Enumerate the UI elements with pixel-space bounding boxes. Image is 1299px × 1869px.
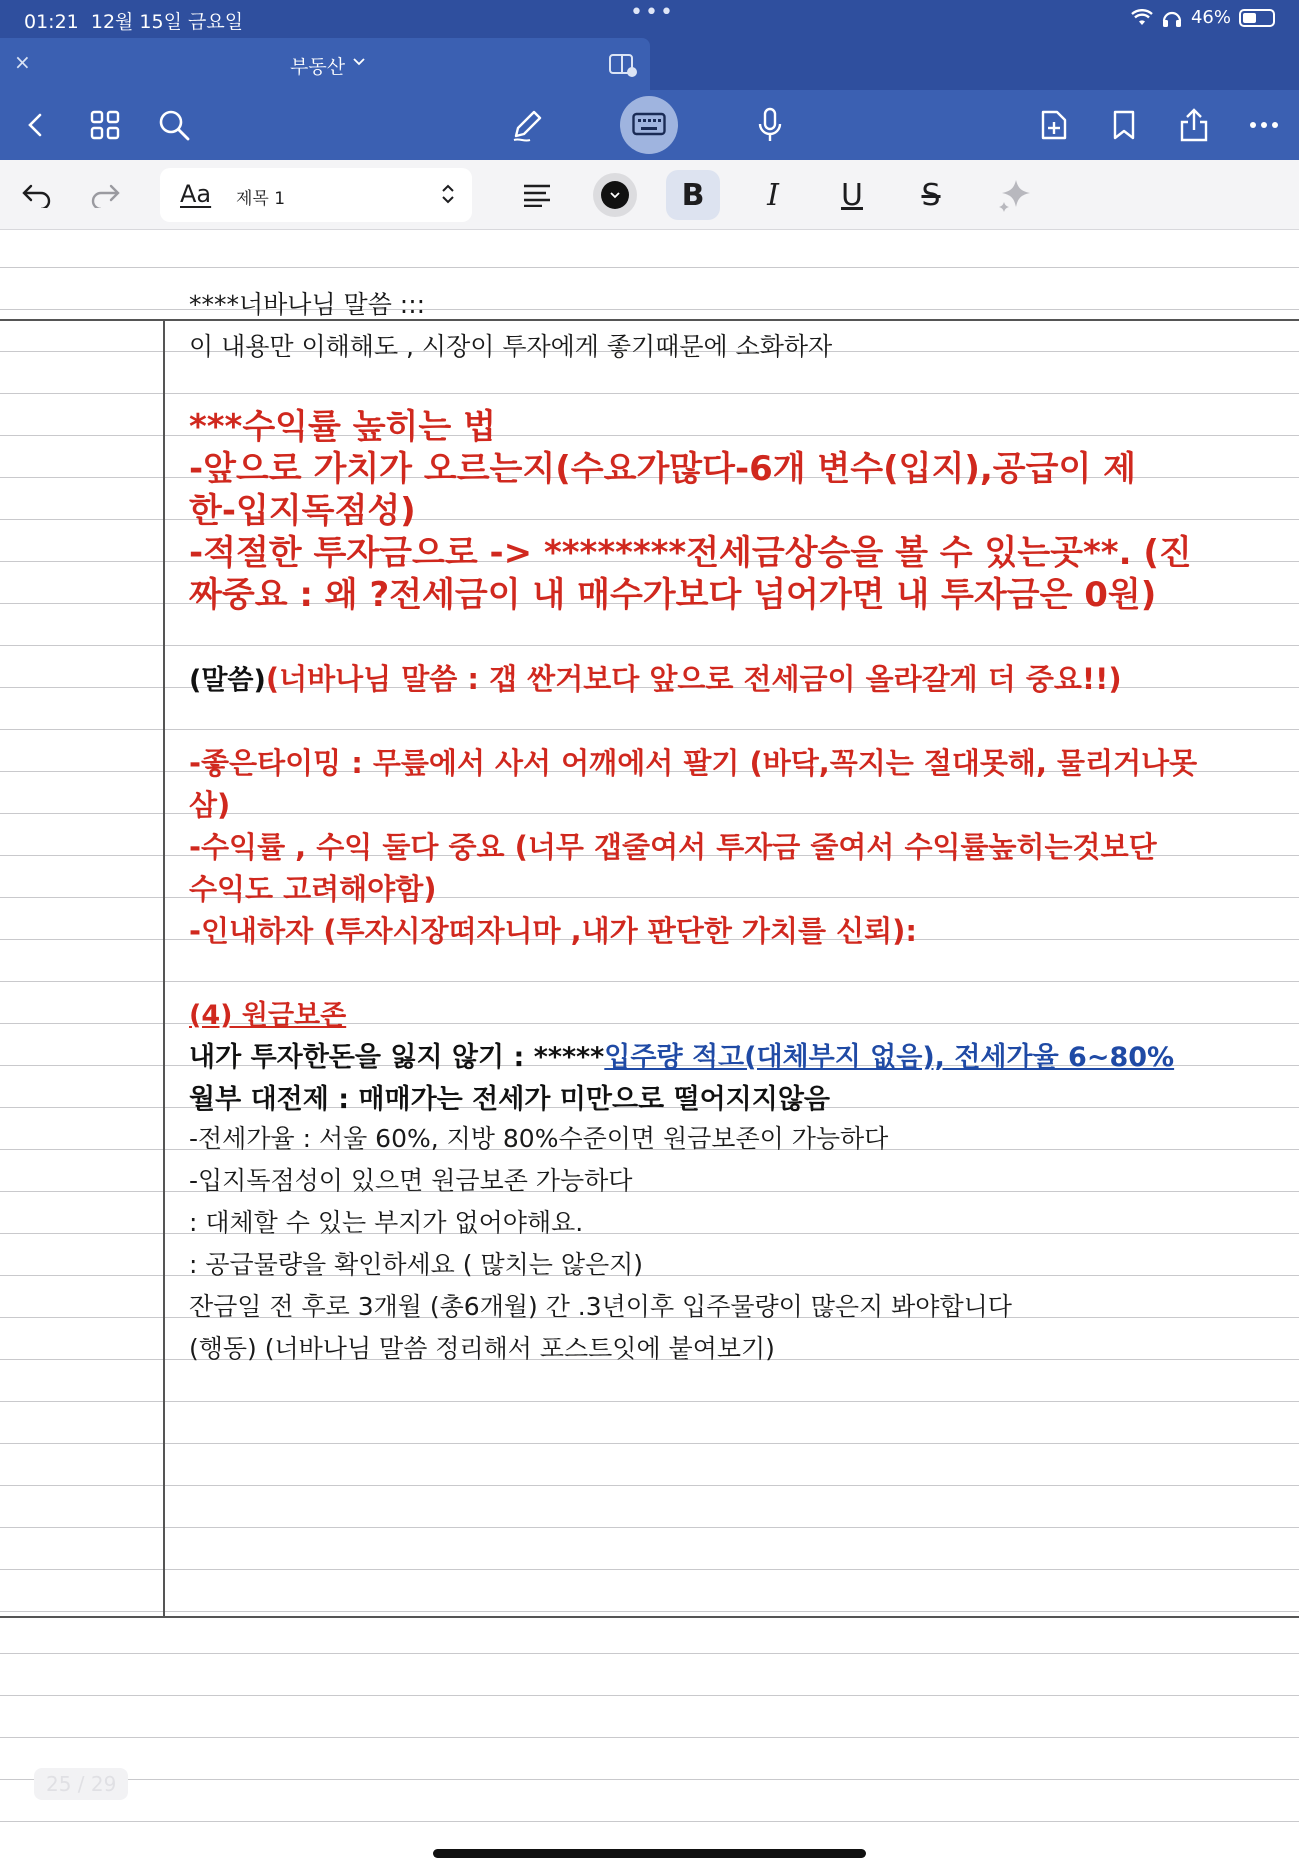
color-swatch [601,181,629,209]
ruled-line [0,393,1299,394]
doc-line-10[interactable]: -수익률 , 수익 둘다 중요 (너무 갭줄여서 투자금 줄여서 수익률높히는것보단 [189,830,1157,864]
doc-line-17[interactable]: : 대체할 수 있는 부지가 없어야해요. [189,1208,584,1237]
bold-icon: B [681,177,705,213]
strikethrough-icon: S [921,177,941,213]
italic-icon: I [767,177,779,213]
ruled-line [0,1485,1299,1486]
main-toolbar [0,90,1299,160]
multitasking-dots-icon[interactable]: ••• [630,0,675,25]
status-indicators [1131,7,1275,28]
doc-line-5[interactable]: -적절한 투자금으로 -> ********전세금상승을 볼 수 있는곳**. (진 [189,533,1192,573]
redo-icon[interactable] [80,170,130,220]
ruled-line [0,1611,1299,1612]
headphones-icon [1161,9,1183,27]
margin-line [163,319,165,1617]
page-indicator: 25 / 29 [34,1768,128,1800]
bookmark-icon[interactable] [1096,90,1152,160]
doc-line-4[interactable]: 한-입지독점성) [189,491,416,531]
status-bar [0,0,1299,38]
paragraph-style-picker[interactable] [160,168,472,222]
microphone-icon[interactable] [742,90,798,160]
close-icon[interactable]: × [14,50,31,74]
chevron-down-icon [609,190,621,200]
chevron-updown-icon [440,182,456,206]
ruled-line [0,1779,1299,1780]
document-page[interactable] [0,231,1299,1869]
text-color-button[interactable] [593,173,637,217]
strikethrough-button[interactable] [906,170,956,220]
ruled-line [0,729,1299,730]
doc-line-14[interactable]: 월부 대전제 : 매매가는 전세가 미만으로 떨어지지않음 [189,1084,830,1115]
ruled-line [0,1653,1299,1654]
doc-line-11[interactable]: 수익도 고려해야함) [189,872,437,906]
bold-button[interactable] [666,170,720,220]
style-preview: Aa [180,180,212,208]
align-icon[interactable] [512,170,562,220]
doc-heading-principal[interactable] [189,993,1269,1032]
ruled-line [0,1569,1299,1570]
ruled-line [0,1401,1299,1402]
ruled-line [0,981,1299,982]
status-time [24,7,243,34]
doc-line-1[interactable]: ****너바나님 말씀 ::: [189,290,426,319]
doc-line-9[interactable]: 삼) [189,788,231,822]
ruled-line [0,1737,1299,1738]
italic-button[interactable] [748,170,798,220]
doc-line-20[interactable]: (행동) (너바나님 말씀 정리해서 포스트잇에 붙여보기) [189,1334,775,1363]
format-bar [0,160,1299,230]
ruled-line [0,1443,1299,1444]
ruled-line [0,645,1299,646]
ruled-line [0,1527,1299,1528]
date-text: 12월 15일 금요일 [90,11,244,33]
battery-level [1243,13,1256,23]
doc-line-18[interactable]: : 공급물량을 확인하세요 ( 많치는 않은지) [189,1250,644,1279]
grid-icon[interactable] [77,90,133,160]
share-icon[interactable] [1166,90,1222,160]
doc-line-7-prefix: (말씀) [189,665,266,696]
style-name: 제목 1 [236,189,286,209]
doc-line-7-text: (너바나님 말씀 : 갭 싼거보다 앞으로 전세금이 올라갈게 더 중요!!) [265,662,1122,696]
search-icon[interactable] [146,90,202,160]
doc-line-12[interactable]: -인내하자 (투자시장떠자니마 ,내가 판단한 가치를 신뢰): [189,914,917,948]
window-icon[interactable] [608,52,638,78]
tab-title[interactable]: 부동산 [290,56,346,78]
ruled-line [0,267,1299,268]
undo-icon[interactable] [12,170,62,220]
doc-line-16[interactable]: -입지독점성이 있으면 원금보존 가능하다 [189,1166,633,1195]
doc-heading-principal-text: (4) 원금보존 [189,1000,347,1031]
more-icon[interactable] [1236,90,1292,160]
battery-icon [1239,9,1275,27]
back-icon[interactable] [8,90,64,160]
chevron-down-icon[interactable] [352,54,366,68]
home-indicator[interactable] [433,1849,866,1858]
doc-line-13-prefix: 내가 투자한돈을 잃지 않기 : ***** [189,1042,605,1073]
doc-line-8[interactable]: -좋은타이밍 : 무릎에서 사서 어깨에서 팔기 (바닥,꼭지는 절대못해, 물리거나못 [189,746,1198,780]
sparkle-icon[interactable] [990,170,1040,220]
underline-button[interactable] [827,170,877,220]
tab-document[interactable] [0,38,650,90]
doc-line-7[interactable] [189,657,1269,698]
keyboard-icon [632,112,666,138]
doc-heading-yield[interactable]: ***수익률 높히는 법 [189,407,496,447]
time-text: 01:21 [24,11,79,33]
doc-line-13-link[interactable]: 입주량 적고(대체부지 없음), 전세가율 6~80% [604,1042,1175,1073]
ruled-line [0,1821,1299,1822]
keyboard-button[interactable] [620,96,678,154]
doc-line-3[interactable]: -앞으로 가치가 오르는지(수요가많다-6개 변수(입지),공급이 제 [189,449,1137,489]
doc-line-13[interactable] [189,1035,1269,1074]
wifi-icon [1131,9,1153,27]
doc-line-15[interactable]: -전세가율 : 서울 60%, 지방 80%수준이면 원금보존이 가능하다 [189,1124,889,1153]
add-page-icon[interactable] [1026,90,1082,160]
underline-icon: U [841,177,863,213]
doc-line-2[interactable]: 이 내용만 이해해도 , 시장이 투자에게 좋기때문에 소화하자 [189,332,833,361]
margin-box-bottom [0,1616,1299,1618]
doc-line-6[interactable]: 짜중요 : 왜 ?전세금이 내 매수가보다 넘어가면 내 투자금은 0원) [189,575,1157,615]
tab-bar [0,38,1299,90]
ruled-line [0,1695,1299,1696]
doc-line-19[interactable]: 잔금일 전 후로 3개월 (총6개월) 간 .3년이후 입주물량이 많은지 봐야합니다 [189,1292,1012,1321]
pen-icon[interactable] [500,90,556,160]
battery-text: 46% [1190,7,1231,28]
